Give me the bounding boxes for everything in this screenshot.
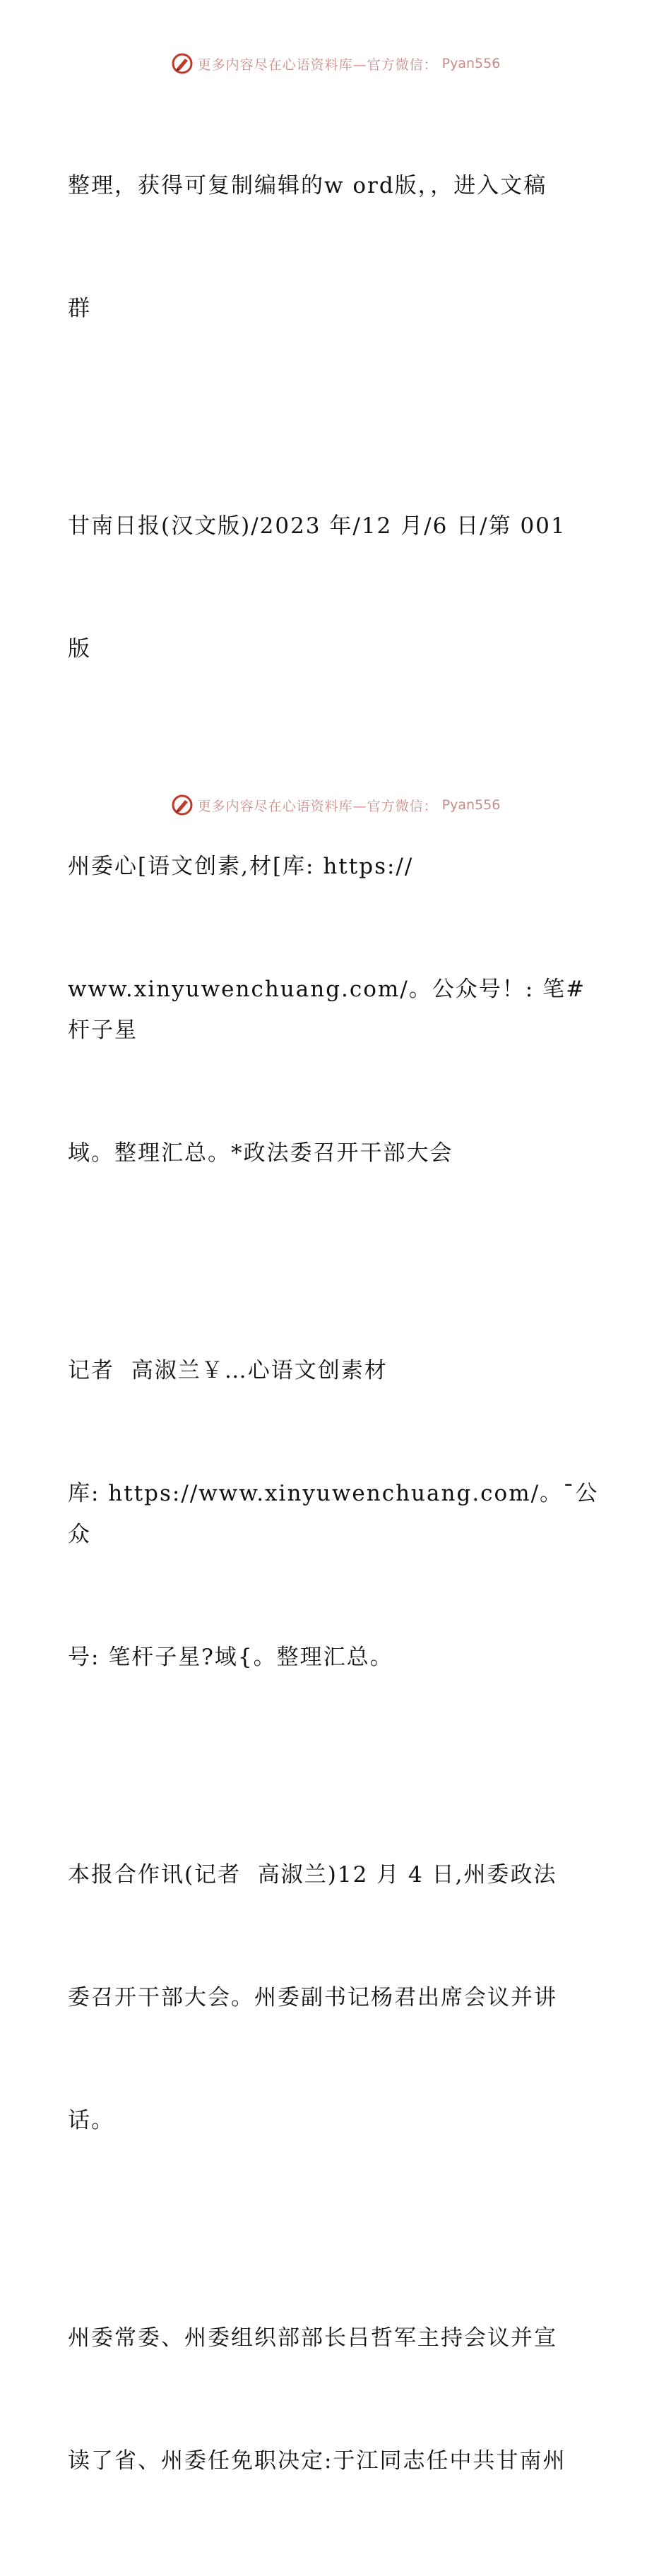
text-line: 甘南日报(汉文版)/2023 年/12 月/6 日/第 001 (68, 513, 566, 539)
pen-logo-icon (171, 52, 194, 75)
text-line: 读了省、州委任免职决定:于江同志任中共甘南州 (68, 2448, 566, 2474)
footer-banner (0, 791, 671, 819)
paragraph-lead (68, 1772, 605, 2223)
document-body (68, 83, 605, 2576)
text-line: 记者 高淑兰￥…心语文创素材 (68, 1358, 388, 1383)
banner-inner (171, 794, 501, 816)
text-line: 库: https://www.xinyuwenchuang.com/。¯公众 (68, 1481, 599, 1547)
banner-inner (171, 52, 501, 75)
text-line: www.xinyuwenchuang.com/。公众号！: 笔#杆子星 (68, 977, 586, 1043)
text-line: 号: 笔杆子星?域{。整理汇总。 (68, 1645, 393, 1670)
banner-wechat-id: Pyan556 (441, 56, 501, 71)
text-line: 话。 (68, 2108, 114, 2133)
text-line: 本报合作讯(记者 高淑兰)12 月 4 日,州委政法 (68, 1862, 557, 1888)
banner-site-text: 更多内容尽在心语资料库—官方微信： (197, 798, 438, 814)
banner-wechat-id: Pyan556 (441, 797, 501, 813)
paragraph-headline (68, 764, 605, 1256)
text-line: 域。整理汇总。*政法委召开干部大会 (68, 1140, 453, 1166)
text-line: 委召开干部大会。州委副书记杨君出席会议并讲 (68, 1985, 557, 2010)
paragraph-source (68, 424, 605, 751)
banner-site-text: 更多内容尽在心语资料库—官方微信： (197, 56, 438, 73)
paragraph-intro (68, 83, 605, 411)
header-banner (0, 49, 671, 78)
pen-logo-icon (171, 794, 194, 816)
text-line: 群 (68, 296, 91, 321)
paragraph-body (68, 2236, 605, 2563)
text-line: 州委常委、州委组织部部长吕哲军主持会议并宣 (68, 2325, 557, 2351)
text-line: 整理，获得可复制编辑的w ord版，，进入文稿 (68, 173, 547, 198)
paragraph-byline (68, 1268, 605, 1760)
text-line: 版 (68, 636, 91, 662)
text-line: 州委心[语文创素,材[库: https:// (68, 854, 414, 879)
